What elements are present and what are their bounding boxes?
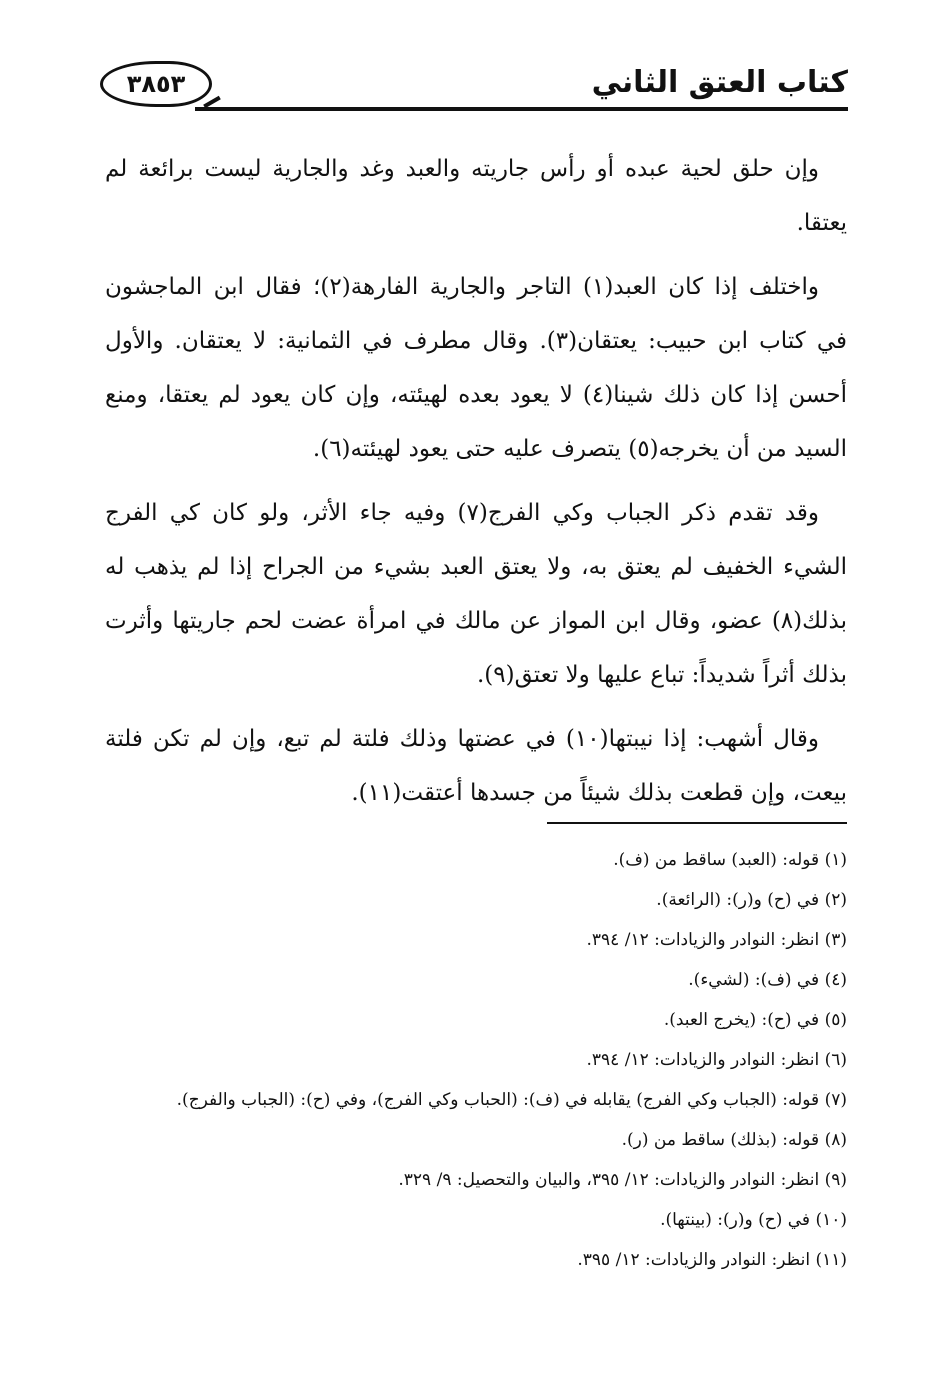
footnote-10: (١٠) في (ح) و(ر): (بينتها).: [660, 1210, 847, 1230]
paragraph-3: وقد تقدم ذكر الجباب وكي الفرج(٧) وفيه جاء الأثر، ولو كان كي الفرج الشيء الخفيف لم يعتق به، ولا يعتق العبد بشيء من الجراح إذا لم يذهب له بذلك(٨) عضو، وقال ابن المواز عن مالك في امرأة عضت لحم جاريتها وأثرت بذلك أثراً شديداً: تباع عليها ولا تعتق(٩).: [105, 500, 847, 688]
paragraph-2: واختلف إذا كان العبد(١) التاجر والجارية الفارهة(٢)؛ فقال ابن الماجشون في كتاب ابن حبيب: يعتقان(٣). وقال مطرف في الثمانية: لا يعتقان. والأول أحسن إذا كان ذلك شينا(٤) لا يعود بعده لهيئته، وإن كان يعود لم يعتقا، ومنع السيد من أن يخرجه(٥) يتصرف عليه حتى يعود لهيئته(٦).: [105, 274, 847, 462]
page-number: ٣٨٥٣: [100, 61, 212, 107]
footnote-6: (٦) انظر: النوادر والزيادات: ١٢/ ٣٩٤.: [586, 1050, 847, 1070]
footnote-5: (٥) في (ح): (يخرج العبد).: [663, 1010, 847, 1030]
footnote-9: (٩) انظر: النوادر والزيادات: ١٢/ ٣٩٥، والبيان والتحصيل: ٩/ ٣٢٩.: [398, 1170, 847, 1190]
header-rule: [195, 107, 848, 111]
main-text: [105, 142, 847, 830]
footnote-11: (١١) انظر: النوادر والزيادات: ١٢/ ٣٩٥.: [577, 1250, 847, 1270]
footnote-1: (١) قوله: (العبد) ساقط من (ف).: [613, 850, 847, 870]
paragraph-4: وقال أشهب: إذا نيبتها(١٠) في عضتها وذلك فلتة لم تبع، وإن لم تكن فلتة بيعت، وإن قطعت بذلك شيئاً من جسدها أعتقت(١١).: [105, 726, 847, 806]
paragraph-1: وإن حلق لحية عبده أو رأس جاريته والعبد وغد والجارية ليست برائعة لم يعتقا.: [105, 156, 847, 236]
footnote-8: (٨) قوله: (بذلك) ساقط من (ر).: [621, 1130, 847, 1150]
footnote-3: (٣) انظر: النوادر والزيادات: ١٢/ ٣٩٤.: [586, 930, 847, 950]
running-title: كتاب العتق الثاني: [591, 65, 848, 100]
footnote-4: (٤) في (ف): (لشيء).: [688, 970, 847, 990]
footnote-2: (٢) في (ح) و(ر): (الرائعة).: [656, 890, 847, 910]
footnotes: [105, 840, 847, 1280]
footnote-divider: [547, 822, 847, 824]
page-header: [100, 55, 848, 117]
footnote-7: (٧) قوله: (الجباب وكي الفرج) يقابله في (ف): (الحباب وكي الفرج)، وفي (ح): (الجباب والفرج).: [176, 1090, 847, 1110]
